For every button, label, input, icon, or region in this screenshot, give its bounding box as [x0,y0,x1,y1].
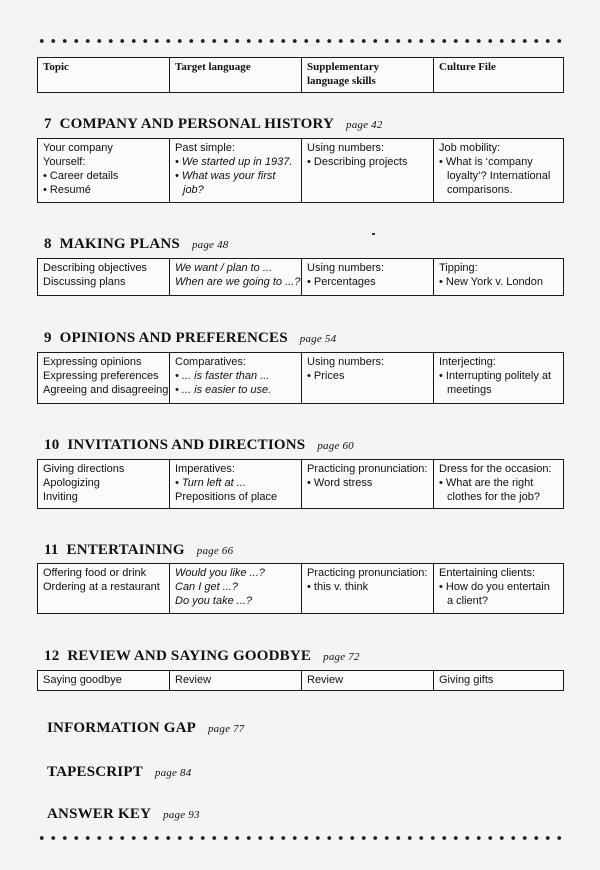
unit-7-title[interactable]: 7 COMPANY AND PERSONAL HISTORY page 42 [44,116,383,132]
top-dot-rule [36,38,564,44]
unit-11-page: page 66 [196,545,234,557]
unit-10-skills: Practicing pronunciation: • Word stress [302,460,434,509]
unit-11-culture-file: Entertaining clients: • How do you entertain a client? [434,564,564,614]
unit-9-topic: Expressing opinions Expressing preferences Agreeing and disagreeing [38,353,170,404]
unit-12-title[interactable]: 12 REVIEW AND SAYING GOODBYE page 72 [44,648,360,664]
tapescript-page: page 84 [154,767,192,779]
unit-7-target-language: Past simple: • We started up in 1937. • What was your first job? [170,139,302,203]
unit-10-topic: Giving directions Apologizing Inviting [38,460,170,509]
unit-8-table [37,258,564,296]
header-supplementary: Supplementary language skills [302,58,434,93]
unit-12-page: page 72 [323,651,360,663]
unit-11-table [37,563,564,614]
unit-12-culture-file: Giving gifts [434,671,564,691]
unit-9-table [37,352,564,404]
unit-12-table [37,670,564,691]
unit-10-culture-file: Dress for the occasion: • What are the right clothes for the job? [434,460,564,509]
unit-10-title[interactable]: 10 INVITATIONS AND DIRECTIONS page 60 [44,437,354,453]
unit-8-skills: Using numbers: • Percentages [302,259,434,296]
tapescript-title[interactable]: TAPESCRIPT page 84 [47,764,192,780]
unit-8-page: page 48 [191,239,229,251]
unit-7-topic: Your company Yourself: • Career details • Resumé [38,139,170,203]
header-culture-file: Culture File [434,58,564,93]
information-gap-page: page 77 [207,723,245,735]
unit-8-culture-file: Tipping: • New York v. London [434,259,564,296]
unit-7-skills: Using numbers: • Describing projects [302,139,434,203]
unit-12-topic: Saying goodbye [38,671,170,691]
unit-11-skills: Practicing pronunciation: • this v. think [302,564,434,614]
answer-key-page: page 93 [163,809,200,821]
unit-11-target-language: Would you like ...? Can I get ...? Do you take ...? [170,564,302,614]
bottom-dot-rule [36,835,564,841]
header-topic: Topic [38,58,170,93]
unit-10-target-language: Imperatives: • Turn left at ... Prepositions of place [170,460,302,509]
header-target-language: Target language [170,58,302,93]
unit-11-topic: Offering food or drink Ordering at a restaurant [38,564,170,614]
unit-9-target-language: Comparatives: • ... is faster than ... • ... is easier to use. [170,353,302,404]
unit-12-skills: Review [302,671,434,691]
print-speck [372,233,375,235]
unit-8-target-language: We want / plan to ... When are we going to ...? [170,259,302,296]
unit-7-culture-file: Job mobility: • What is ‘company loyalty’? International comparisons. [434,139,564,203]
unit-10-table [37,459,564,509]
unit-9-page: page 54 [299,333,337,345]
information-gap-title[interactable]: INFORMATION GAP page 77 [47,720,245,736]
unit-7-table [37,138,564,203]
unit-9-skills: Using numbers: • Prices [302,353,434,404]
unit-12-target-language: Review [170,671,302,691]
unit-9-culture-file: Interjecting: • Interrupting politely at meetings [434,353,564,404]
unit-9-title[interactable]: 9 OPINIONS AND PREFERENCES page 54 [44,330,337,346]
unit-8-topic: Describing objectives Discussing plans [38,259,170,296]
header-table [37,57,564,93]
unit-10-page: page 60 [317,440,354,452]
answer-key-title[interactable]: ANSWER KEY page 93 [47,806,200,822]
unit-8-title[interactable]: 8 MAKING PLANS page 48 [44,236,229,252]
unit-11-title[interactable]: 11 ENTERTAINING page 66 [44,542,234,558]
unit-7-page: page 42 [346,119,383,131]
